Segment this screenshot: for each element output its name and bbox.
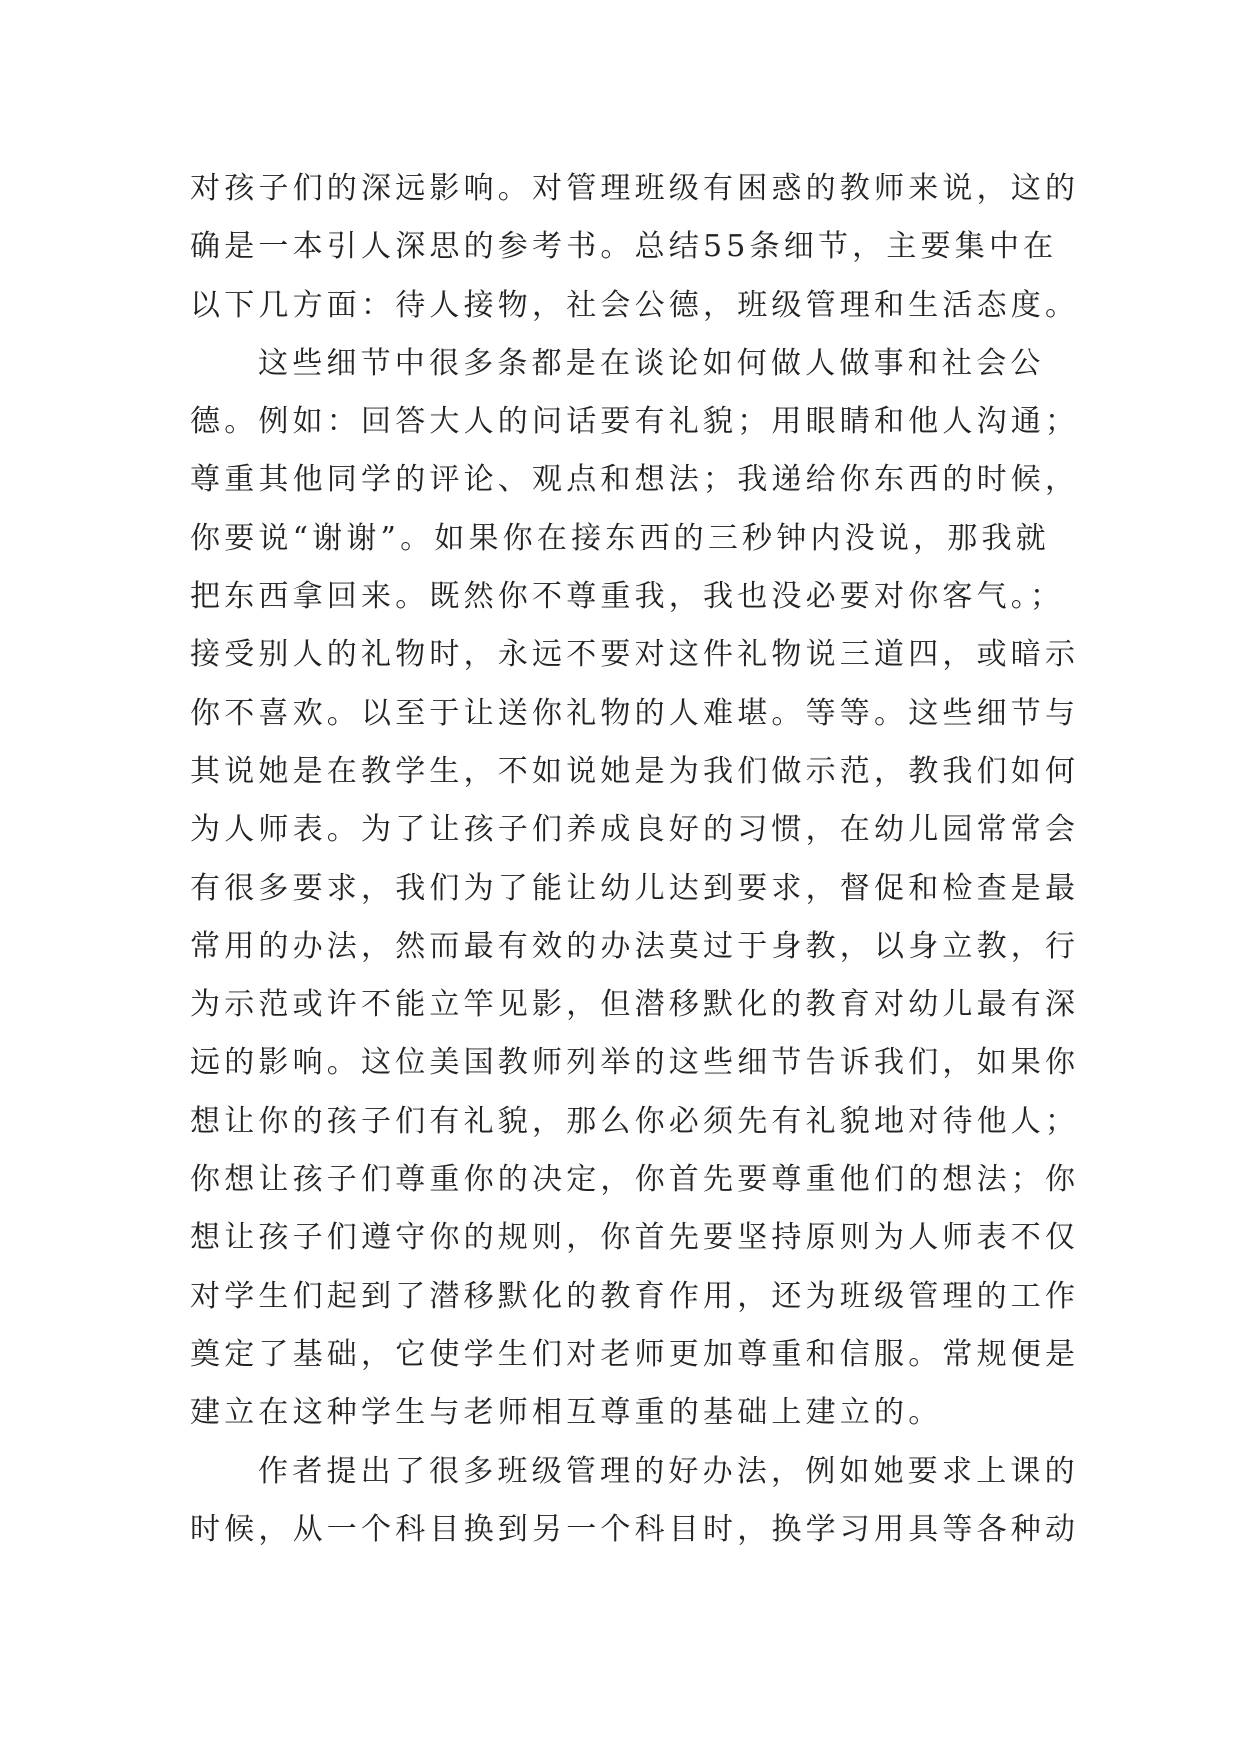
text-line: 尊重其他同学的评论、观点和想法；我递给你东西的时候， — [190, 462, 1080, 498]
text-line: 把东西拿回来。既然你不尊重我，我也没必要对你客气。； — [190, 579, 1065, 615]
text-line: 你想让孩子们尊重你的决定，你首先要尊重他们的想法；你 — [190, 1162, 1080, 1198]
text-line: 对学生们起到了潜移默化的教育作用，还为班级管理的工作 — [190, 1278, 1080, 1314]
text-line: 德。例如：回答大人的问话要有礼貌；用眼睛和他人沟通； — [190, 404, 1080, 440]
text-line: 为人师表。为了让孩子们养成良好的习惯，在幼儿园常常会 — [190, 812, 1080, 848]
text-line: 常用的办法，然而最有效的办法莫过于身教，以身立教，行 — [190, 928, 1080, 964]
text-line: 为示范或许不能立竿见影，但潜移默化的教育对幼儿最有深 — [190, 987, 1080, 1023]
paragraph-start-line: 作者提出了很多班级管理的好办法，例如她要求上课的 — [258, 1453, 1079, 1489]
text-line: 以下几方面：待人接物，社会公德，班级管理和生活态度。 — [190, 287, 1080, 323]
text-line: 你不喜欢。以至于让送你礼物的人难堪。等等。这些细节与 — [190, 695, 1080, 731]
text-line: 想让孩子们遵守你的规则，你首先要坚持原则为人师表不仅 — [190, 1220, 1080, 1256]
text-line: 远的影响。这位美国教师列举的这些细节告诉我们，如果你 — [190, 1045, 1080, 1081]
text-line: 你要说“谢谢”。如果你在接东西的三秒钟内没说，那我就 — [190, 520, 1050, 556]
paragraph-start-line: 这些细节中很多条都是在谈论如何做人做事和社会公 — [258, 345, 1045, 381]
text-line: 建立在这种学生与老师相互尊重的基础上建立的。 — [190, 1395, 943, 1431]
body-text — [190, 160, 1080, 1559]
text-line: 其说她是在教学生，不如说她是为我们做示范，教我们如何 — [190, 753, 1080, 789]
text-line: 想让你的孩子们有礼貌，那么你必须先有礼貌地对待他人； — [190, 1103, 1080, 1139]
text-line: 时候，从一个科目换到另一个科目时，换学习用具等各种动 — [190, 1511, 1080, 1547]
text-line: 接受别人的礼物时，永远不要对这件礼物说三道四，或暗示 — [190, 637, 1080, 673]
text-line: 确是一本引人深思的参考书。总结55条细节，主要集中在 — [190, 229, 1058, 265]
text-line: 对孩子们的深远影响。对管理班级有困惑的教师来说，这的 — [190, 171, 1080, 206]
text-line: 奠定了基础，它使学生们对老师更加尊重和信服。常规便是 — [190, 1336, 1080, 1372]
text-line: 有很多要求，我们为了能让幼儿达到要求，督促和检查是最 — [190, 870, 1080, 906]
